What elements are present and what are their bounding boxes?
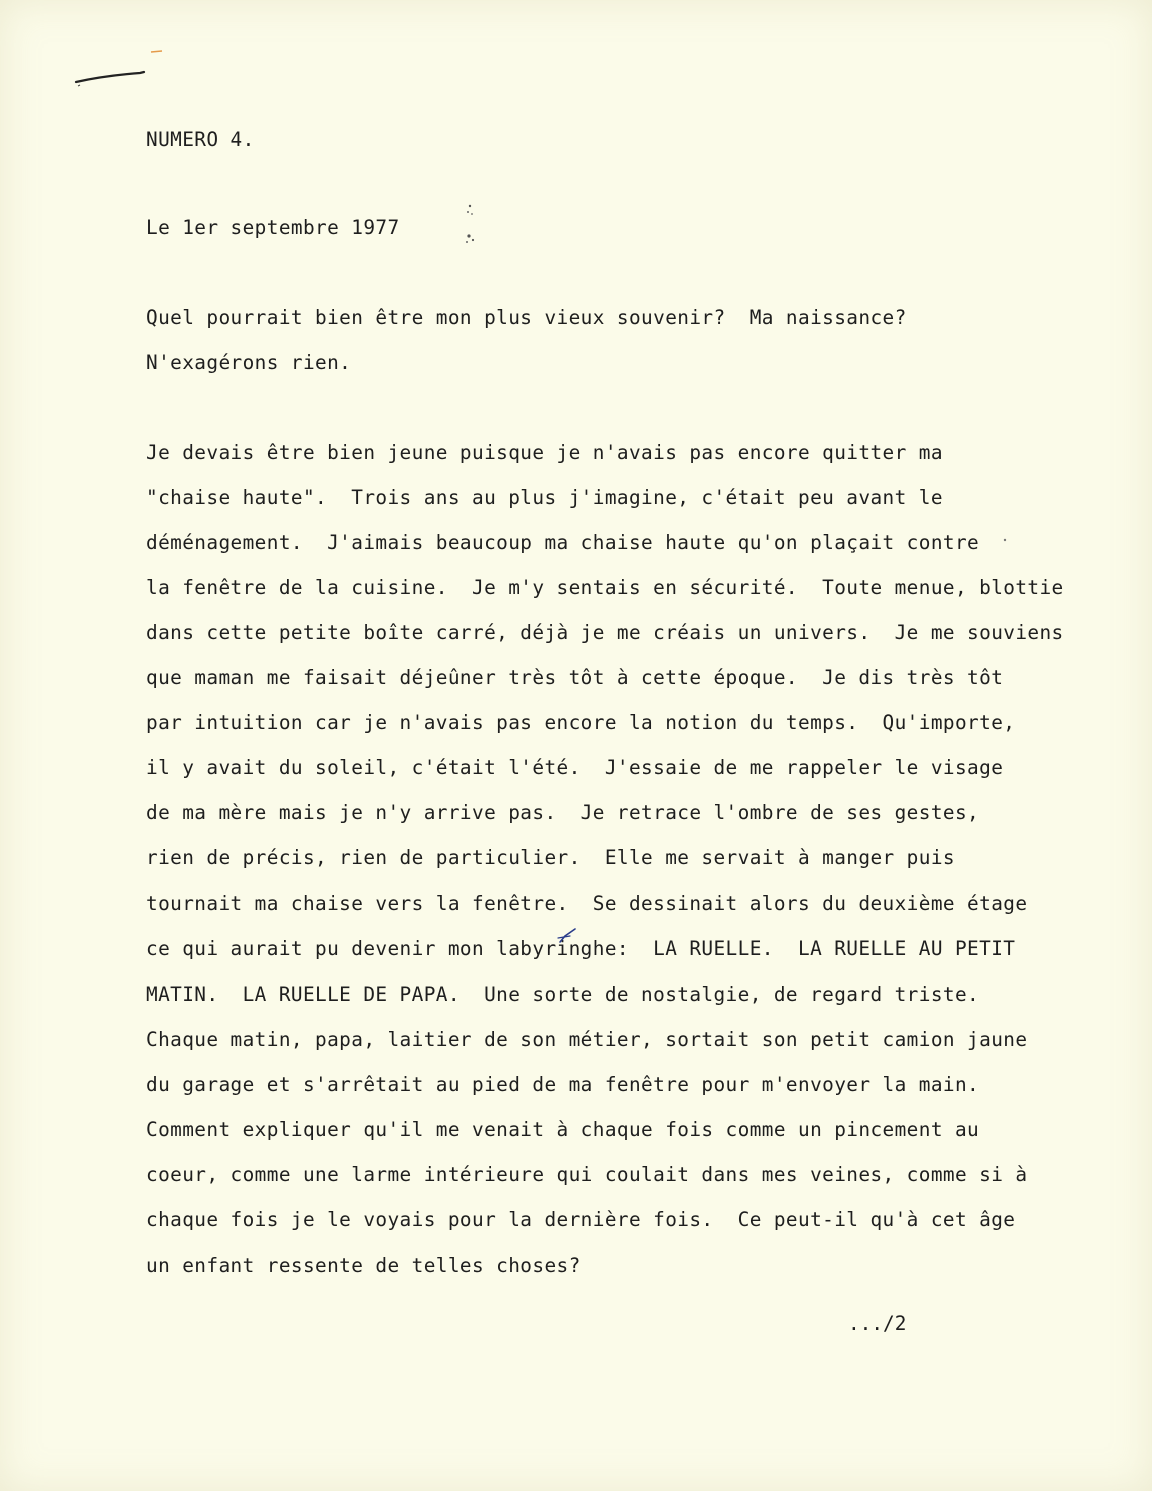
paragraph2-line: dans cette petite boîte carré, déjà je me créais un univers. Je me souviens — [146, 621, 1064, 644]
ink-smudge — [150, 48, 164, 56]
page-continuation: .../2 — [848, 1312, 907, 1335]
paragraph1-line: N'exagérons rien. — [146, 351, 352, 374]
paragraph2-line: MATIN. LA RUELLE DE PAPA. Une sorte de nostalgie, de regard triste. — [146, 983, 980, 1006]
paragraph2-line: que maman me faisait déjeûner très tôt à cette époque. Je dis très tôt — [146, 666, 1004, 689]
bleed-through-line — [150, 170, 162, 194]
paragraph2-line: du garage et s'arrêtait au pied de ma fenêtre pour m'envoyer la main. — [146, 1073, 980, 1096]
document-heading: NUMERO 4. — [146, 128, 255, 151]
paragraph2-line: de ma mère mais je n'y arrive pas. Je retrace l'ombre de ses gestes, — [146, 801, 980, 824]
paragraph2-line: Je devais être bien jeune puisque je n'avais pas encore quitter ma — [146, 441, 943, 464]
paragraph2-line: déménagement. J'aimais beaucoup ma chaise haute qu'on plaçait contre — [146, 531, 980, 554]
paragraph2-line: par intuition car je n'avais pas encore la notion du temps. Qu'importe, — [146, 711, 1016, 734]
paragraph2-line: la fenêtre de la cuisine. Je m'y sentais en sécurité. Toute menue, blottie — [146, 576, 1064, 599]
paragraph2-line: Comment expliquer qu'il me venait à chaque fois comme un pincement au — [146, 1118, 980, 1141]
paragraph2-line: "chaise haute". Trois ans au plus j'imagine, c'était peu avant le — [146, 486, 943, 509]
paragraph2-line: rien de précis, rien de particulier. Elle me servait à manger puis — [146, 846, 955, 869]
paragraph2-line: ce qui aurait pu devenir mon labyringhe: LA RUELLE. LA RUELLE AU PETIT — [146, 937, 1016, 960]
paragraph2-line: chaque fois je le voyais pour la dernière fois. Ce peut-il qu'à cet âge — [146, 1208, 1016, 1231]
pen-correction-mark — [556, 926, 580, 946]
paragraph2-line: tournait ma chaise vers la fenêtre. Se dessinait alors du deuxième étage — [146, 892, 1028, 915]
paragraph1-line: Quel pourrait bien être mon plus vieux souvenir? Ma naissance? — [146, 306, 907, 329]
paragraph2-line: il y avait du soleil, c'était l'été. J'essaie de me rappeler le visage — [146, 756, 1004, 779]
paragraph2-line: Chaque matin, papa, laitier de son métier, sortait son petit camion jaune — [146, 1028, 1028, 1051]
document-date: Le 1er septembre 1977 — [146, 216, 400, 239]
ink-smudge — [460, 200, 480, 260]
ink-smudge — [1000, 535, 1010, 545]
paragraph2-line: coeur, comme une larme intérieure qui coulait dans mes veines, comme si à — [146, 1163, 1028, 1186]
paragraph2-line: un enfant ressente de telles choses? — [146, 1254, 581, 1277]
pen-stroke-mark — [74, 68, 150, 90]
